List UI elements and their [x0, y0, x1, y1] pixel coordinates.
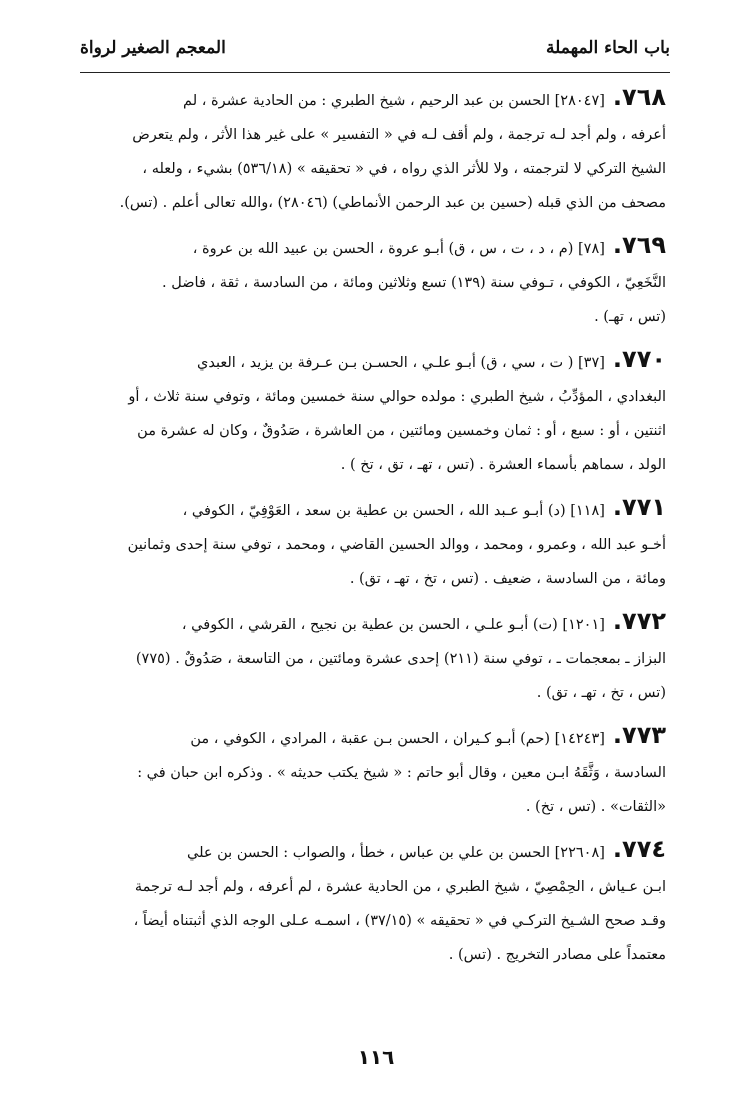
entry-text: ومائة ، من السادسة ، ضعيف . (تس ، تخ ، تهـ ، تق) . [349, 571, 666, 587]
entry-line [76, 118, 666, 152]
entry-line [76, 790, 666, 824]
entry [76, 718, 666, 824]
entry-text: [١١٨] (د) أبـو عـبد الله ، الحسن بن عطية بن سعد ، العَوْفِيّ ، الكوفي ، [182, 503, 605, 519]
entry-text: مصحف من الذي قبله (حسين بن عبد الرحمن الأنماطي) (٢٨٠٤٦) ،والله تعالى أعلم . (تس). [119, 195, 666, 211]
entry-number: ٧٧٠. [612, 345, 666, 373]
entry-text: الشيخ التركي لا لترجمته ، ولا للأثر الذي رواه ، في « تحقيقه » (٥٣٦/١٨) بشيء ، ولعله ، [142, 161, 666, 177]
entry-text: البزاز ـ بمعجمات ـ ، توفي سنة (٢١١) إحدى عشرة ومائتين ، من التاسعة ، صَدُوقٌ . (٧٧٥) [135, 651, 666, 667]
entry [76, 228, 666, 334]
entry-text: ابـن عـياش ، الحِمْصِيّ ، شيخ الطبري ، من الحادية عشرة ، لم أعرفه ، ولم أجد لـه ترجمة [134, 879, 666, 895]
entry-line [76, 380, 666, 414]
entry-line [76, 152, 666, 186]
book-title: المعجم الصغير لرواة [80, 38, 226, 58]
entry-line [76, 414, 666, 448]
entry [76, 604, 666, 710]
entry-text: البغدادي ، المؤدِّبُ ، شيخ الطبري : مولده حوالي سنة خمسين ومائة ، وتوفي سنة ثلاث ، أو [128, 389, 666, 405]
entry-line [76, 938, 666, 972]
entry-text: أخـو عبد الله ، وعمرو ، ومحمد ، ووالد الحسين القاضي ، ومحمد ، توفي سنة إحدى وثمانين [127, 537, 666, 553]
entry-number: ٧٦٩. [612, 231, 666, 259]
entry [76, 342, 666, 482]
entry-number: ٧٧٤. [612, 835, 666, 863]
entry-line [76, 490, 666, 528]
entry-text: «الثقات» . (تس ، تخ) . [525, 799, 666, 815]
entry [76, 832, 666, 972]
entry-text: أعرفه ، ولم أجد لـه ترجمة ، ولم أقف لـه في « التفسير » على غير هذا الأثر ، ولم يتعرض [132, 127, 666, 143]
entry-text: [٢٨٠٤٧] الحسن بن عبد الرحيم ، شيخ الطبري : من الحادية عشرة ، لم [183, 93, 605, 109]
entry-text: [١٢٠١] (ت) أبـو علـي ، الحسن بن عطية بن نجيح ، القرشي ، الكوفي ، [181, 617, 605, 633]
running-header [80, 38, 670, 68]
entry-line [76, 448, 666, 482]
entry-line [76, 718, 666, 756]
entry-line [76, 80, 666, 118]
entry-number: ٧٧٢. [612, 607, 666, 635]
entry-line [76, 904, 666, 938]
entry-number: ٧٧١. [612, 493, 666, 521]
entry-line [76, 604, 666, 642]
entry-line [76, 266, 666, 300]
header-rule [80, 72, 670, 73]
entry-line [76, 228, 666, 266]
entry-line [76, 186, 666, 220]
entry-line [76, 642, 666, 676]
entry-text: [٧٨] (م ، د ، ت ، س ، ق) أبـو عروة ، الحسن بن عبيد الله بن عروة ، [192, 241, 605, 257]
entry-text: [٣٧] ( ت ، سي ، ق) أبـو علـي ، الحسـن بـن عـرفة بن يزيد ، العبدي [197, 355, 605, 371]
entry-text: النَّخَعِيّ ، الكوفي ، تـوفي سنة (١٣٩) تسع وثلاثين ومائة ، من السادسة ، ثقة ، فاضل . [162, 275, 666, 291]
entry-text: [٢٢٦٠٨] الحسن بن علي بن عباس ، خطأ ، والصواب : الحسن بن علي [187, 845, 605, 861]
section-title: باب الحاء المهملة [546, 38, 670, 58]
entry-line [76, 562, 666, 596]
entry-line [76, 528, 666, 562]
entry-text: [١٤٢٤٣] (حم) أبـو كـيران ، الحسن بـن عقبة ، المرادي ، الكوفي ، من [190, 731, 605, 747]
entry-text: معتمداً على مصادر التخريج . (تس) . [448, 947, 666, 963]
entry-text: وقـد صحح الشـيخ التركـي في « تحقيقه » (٣٧/١٥) ، اسمـه عـلى الوجه الذي أثبتناه أيضاً ، [133, 913, 666, 929]
entries-list [76, 80, 666, 980]
entry-line [76, 300, 666, 334]
entry-number: ٧٧٣. [612, 721, 666, 749]
entry-line [76, 756, 666, 790]
entry [76, 80, 666, 220]
entry-text: السادسة ، وَثَّقَهُ ابـن معين ، وقال أبو حاتم : « شيخ يكتب حديثه » . وذكره ابن حبان في : [137, 765, 666, 781]
page-number: ١١٦ [357, 1045, 395, 1069]
entry-text: الولد ، سماهم بأسماء العشرة . (تس ، تهـ ، تق ، تخ ) . [340, 457, 666, 473]
entry-text: (تس ، تهـ) . [594, 309, 666, 325]
entry-line [76, 870, 666, 904]
entry-line [76, 832, 666, 870]
entry [76, 490, 666, 596]
entry-text: اثنتين ، أو : سبع ، أو : ثمان وخمسين ومائتين ، من العاشرة ، صَدُوقٌ ، وكان له عشرة من [137, 423, 666, 439]
entry-text: (تس ، تخ ، تهـ ، تق) . [536, 685, 666, 701]
entry-number: ٧٦٨. [612, 83, 666, 111]
entry-line [76, 676, 666, 710]
entry-line [76, 342, 666, 380]
